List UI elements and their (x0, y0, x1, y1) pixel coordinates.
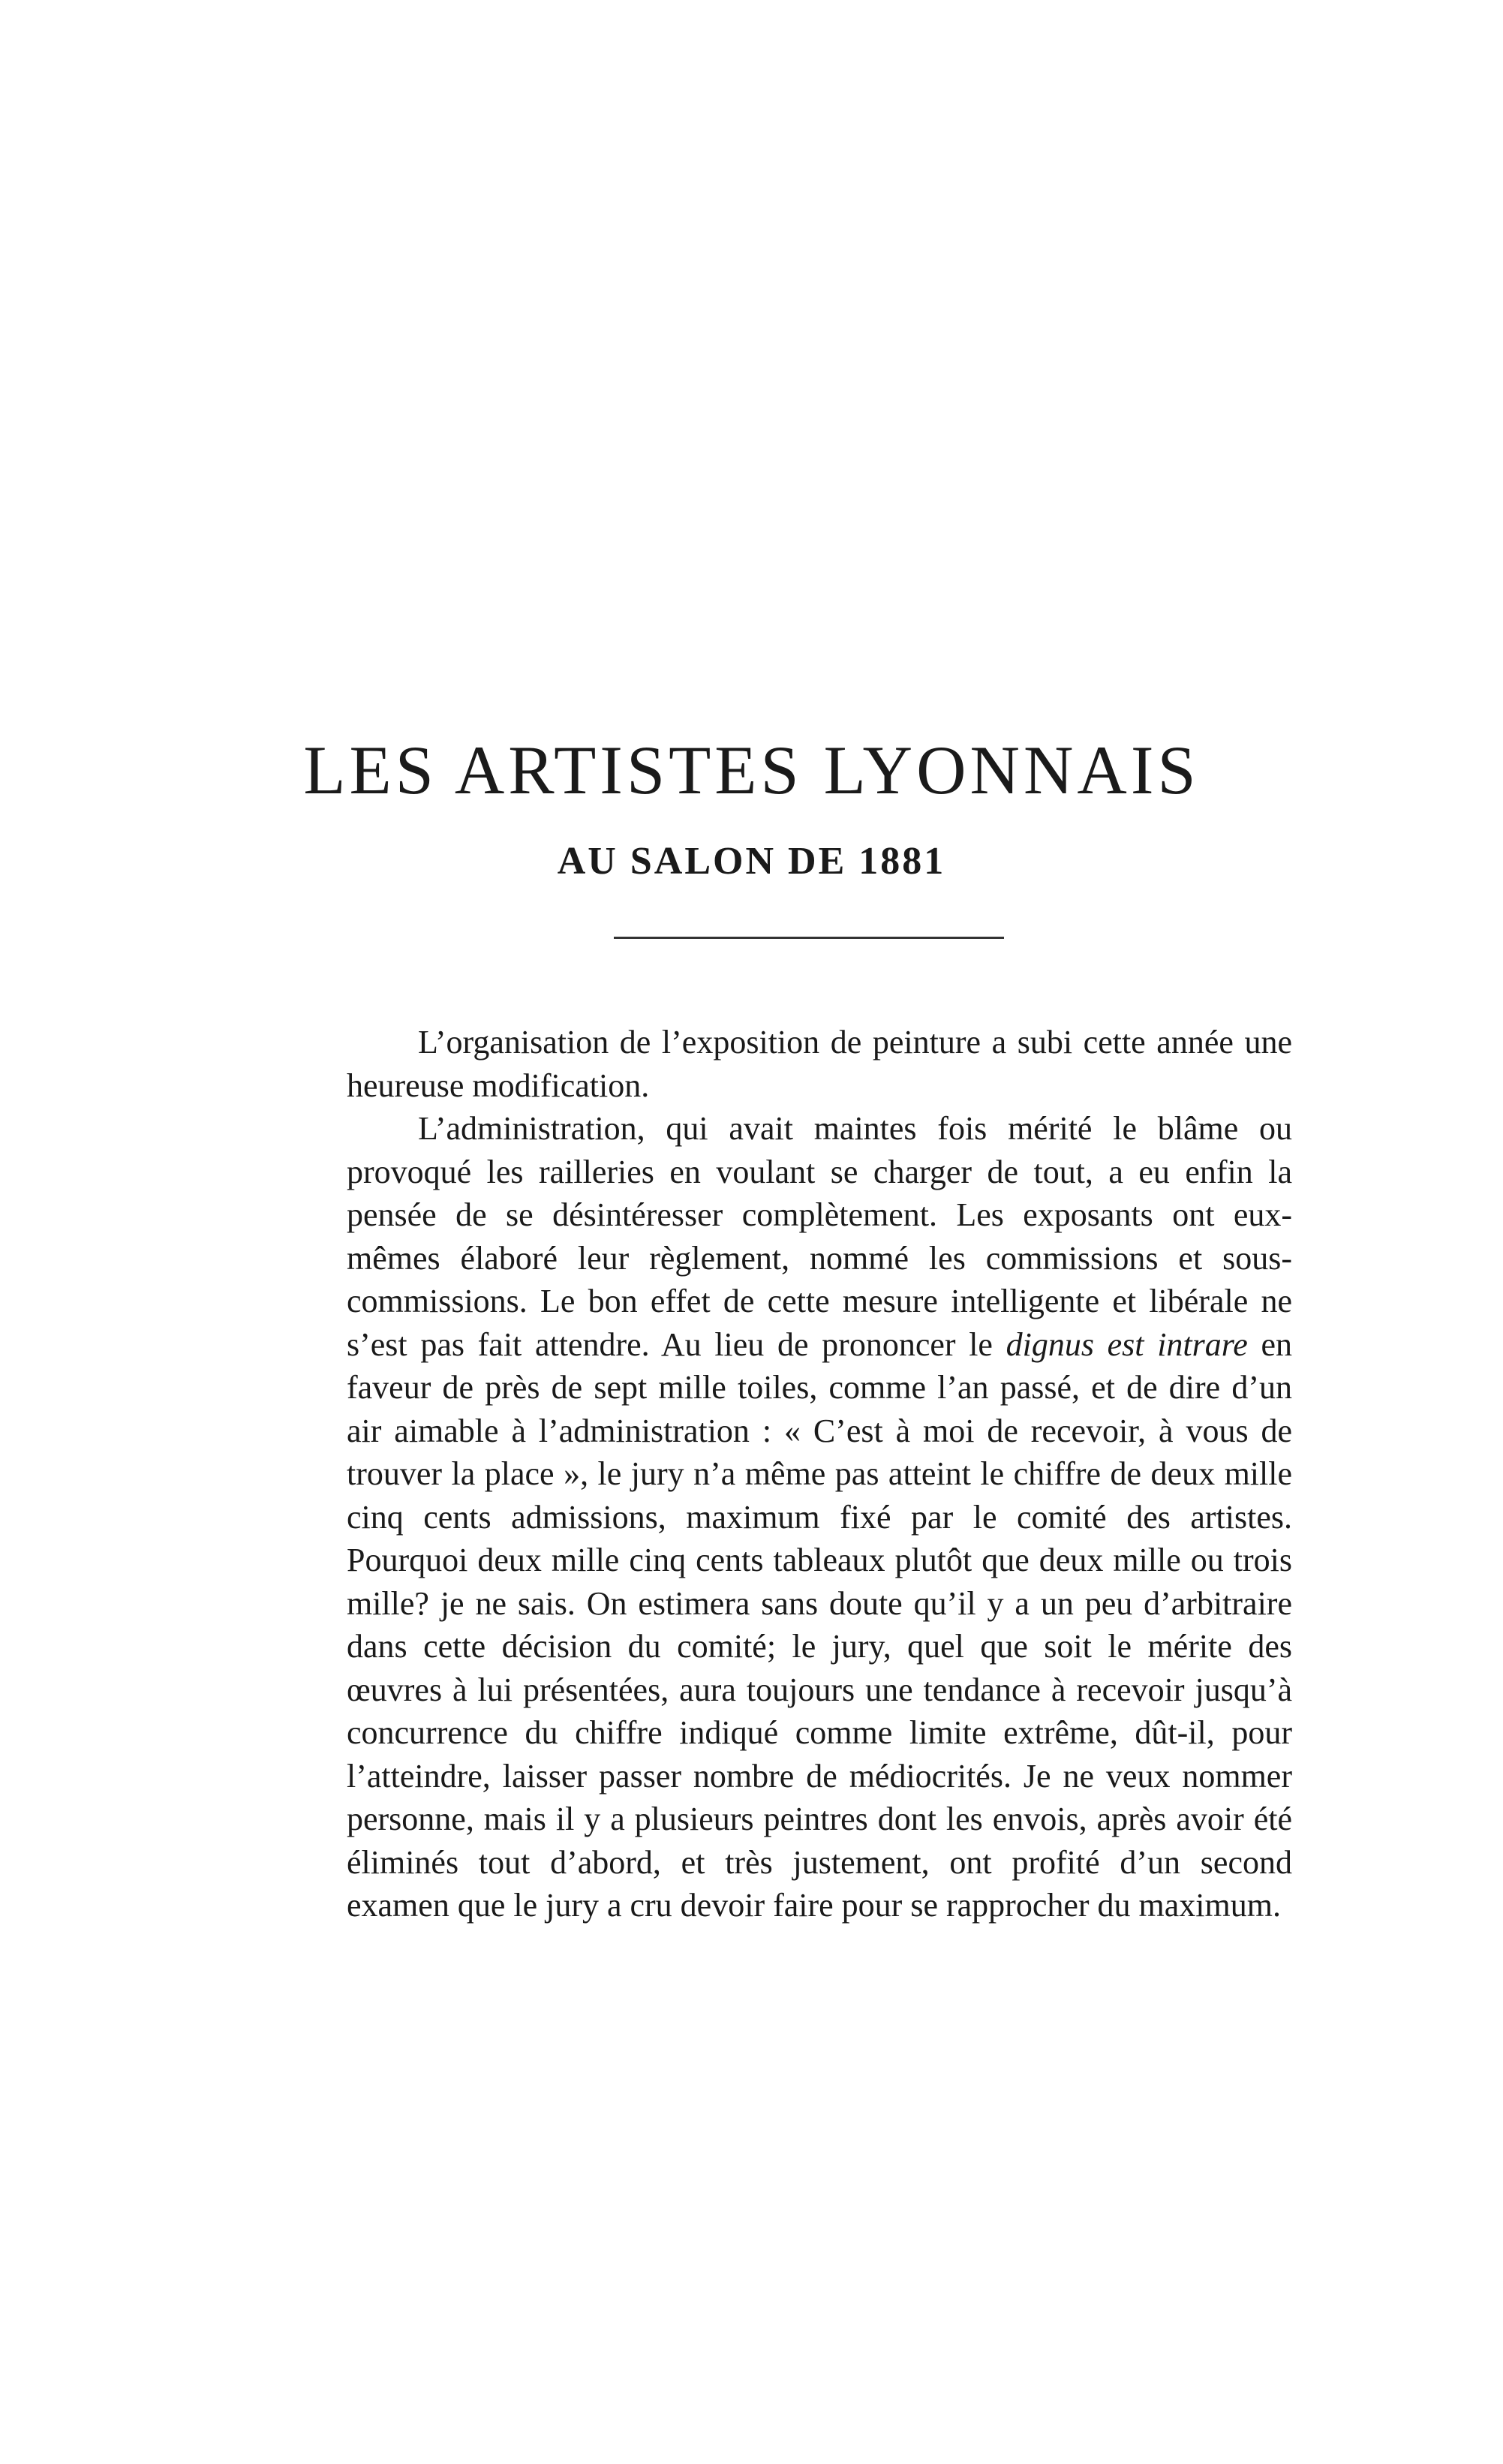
article-body (347, 1021, 1292, 1927)
title-divider (614, 937, 1004, 939)
latin-phrase: dignus est intrare (1006, 1325, 1248, 1363)
paragraph-intro (347, 1021, 1292, 1107)
page-subtitle: AU SALON DE 1881 (557, 840, 946, 883)
paragraph-main (347, 1107, 1292, 1927)
paragraph-main-text-b: en faveur de près de sept mille toiles, comme l’an passé, et de dire d’un air aimable à l’administration : « C’est à moi de recevoir, à vous de trouver la place », le jury n’a même pas atteint le chiffre de deux mille cinq cents admissions, maximum fixé par le comité des artistes. Pourquoi deux mille cinq cents tableaux plutôt que deux mille ou trois mille? je ne sais. On estimera sans doute qu’il y a un peu d’arbitraire dans cette décision du comité; le jury, quel que soit le mérite des œuvres à lui présentées, aura toujours une tendance à recevoir jusqu’à concurrence du chiffre indiqué comme limite extrême, dût-il, pour l’atteindre, laisser passer nombre de médiocrités. Je ne veux nommer personne, mais il y a plusieurs peintres dont les envois, après avoir été éliminés tout d’abord, et très justement, ont profité d’un second examen que le jury a cru devoir faire pour se rapprocher du maximum. (347, 1325, 1292, 1924)
page-title: LES ARTISTES LYONNAIS (303, 732, 1200, 808)
paragraph-main-text-a: L’administration, qui avait maintes fois mérité le blâme ou provoqué les railleries en voulant se charger de tout, a eu enfin la pensée de se désintéresser complètement. Les exposants ont eux-mêmes élaboré leur règlement, nommé les commissions et sous-commissions. Le bon effet de cette mesure intelligente et libérale ne s’est pas fait attendre. Au lieu de prononcer le (347, 1110, 1292, 1363)
paragraph-intro-text: L’organisation de l’exposition de peinture a subi cette année une heureuse modification. (347, 1024, 1292, 1104)
